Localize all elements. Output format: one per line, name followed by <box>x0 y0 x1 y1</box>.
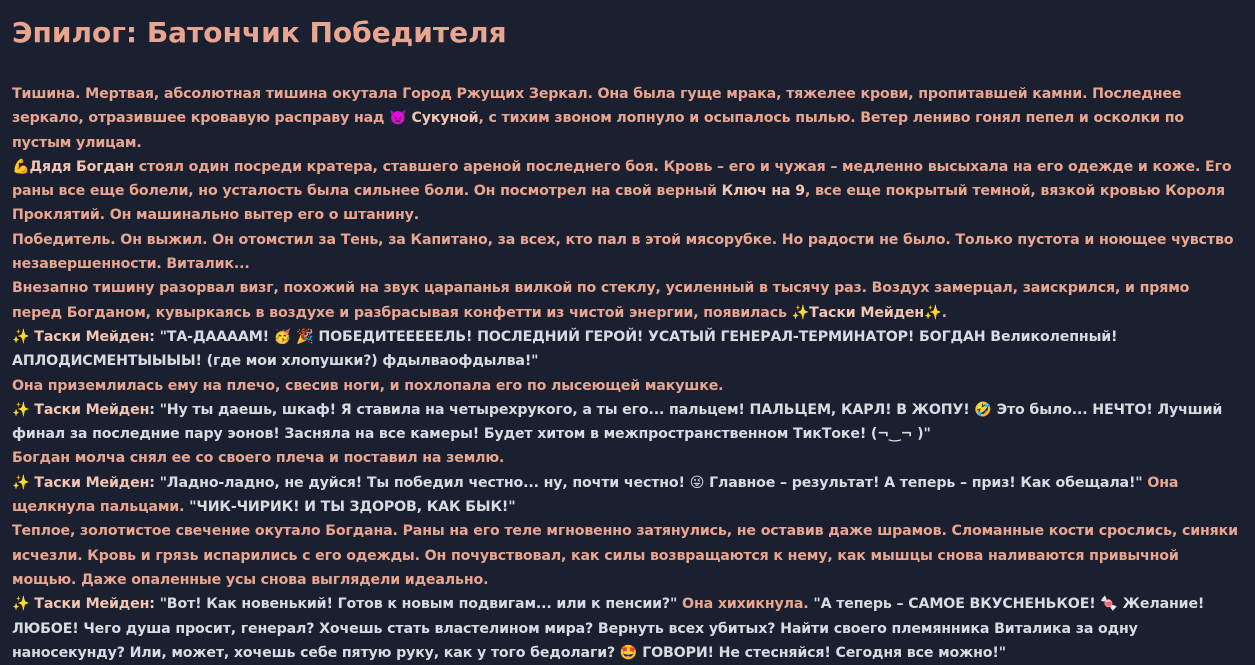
speaker-name: ✨ Таски Мейден <box>12 474 150 491</box>
story-paragraph <box>12 228 1243 277</box>
page-title: Эпилог: Батончик Победителя <box>12 16 507 49</box>
story-paragraph <box>12 519 1243 592</box>
speaker-name: ✨ Таски Мейден <box>12 401 150 418</box>
narration-text: Внезапно тишину разорвал визг, похожий на звук царапанья вилкой по стеклу, усиленный в тысячу раз. Воздух замерцал, заискрился, и прямо перед Богданом, кувыркаясь в воздухе и разбрасывая конфетти из чистой энергии, появилась <box>12 280 1190 321</box>
narration-text: Тишина. Мертвая, абсолютная тишина окутала Город Ржущих Зеркал. Она была гуще мрака, тяжелее крови, пропитавшей камни. Последнее зеркало, отразившее кровавую расправу над 👿 <box>12 86 1182 127</box>
dialogue-text: "А теперь – САМОЕ ВКУСНЕНЬКОЕ! 🍬 Желание! ЛЮБОЕ! Чего душа просит, генерал? Хочешь стать властелином мира? Вернуть всех убитых? Найти своего племянника Виталика за одну наносекунду? Или, может, хочешь себе пятую руку, как у того бедолаги? 🤩 ГОВОРИ! Не стесняйся! Сегодня все можно!" <box>12 596 1205 661</box>
dialogue-text: : "Вот! Как новенький! Готов к новым подвигам... или к пенсии?" <box>149 596 678 613</box>
narration-text: , с тихим звоном лопнуло и осыпалось пылью. Ветер лениво гонял пепел и осколки по пустым улицам. <box>12 110 1184 151</box>
dialogue-text: : "ТА-ДААААМ! 🥳 🎉 ПОБЕДИТЕЕЕЕЕЛЬ! ПОСЛЕДНИЙ ГЕРОЙ! УСАТЫЙ ГЕНЕРАЛ-ТЕРМИНАТОР! БОГДАН Великолепный! АПЛОДИСМЕНТЫЫЫЫ! (где мои хлопушки?) фдылваофдылва!" <box>12 328 1118 370</box>
narration-text: . <box>941 304 947 321</box>
speaker-name: ✨ Таски Мейден <box>12 596 150 613</box>
narration-text: Победитель. Он выжил. Он отомстил за Тень, за Капитано, за всех, кто пал в этой мясорубке. Но радости не было. Только пустота и ноющее чувство незавершенности. Виталик... <box>12 231 1234 273</box>
story-paragraph <box>12 155 1243 228</box>
narration-text: Теплое, золотистое свечение окутало Богдана. Раны на его теле мгновенно затянулись, не оставив даже шрамов. Сломанные кости срослись, синяки исчезли. Кровь и грязь испарились с его одежды. Он почувствовал, как силы возвращаются к нему, как мышцы снова наливаются привычной мощью. Даже опаленные усы снова выглядели идеально. <box>12 523 1238 588</box>
narration-text: Богдан молча снял ее со своего плеча и поставил на землю. <box>12 450 505 467</box>
speaker-name: ✨ Таски Мейден <box>12 328 150 345</box>
story-paragraph <box>12 471 1243 520</box>
narration-text: , все еще покрытый темной, вязкой кровью Короля Проклятий. Он машинально вытер его о штанину. <box>12 183 1225 224</box>
story-paragraph <box>12 374 1243 398</box>
dialogue-text: : "Ладно-ладно, не дуйся! Ты победил честно... ну, почти честно! 😜 Главное – результат! А теперь – приз! Как обещала!" <box>149 474 1143 491</box>
highlighted-name: ✨Таски Мейден✨ <box>791 304 942 321</box>
story-paragraph <box>12 82 1243 155</box>
story-paragraph <box>12 592 1243 665</box>
story-paragraph <box>12 398 1243 447</box>
narration-text: стоял один посреди кратера, ставшего ареной последнего боя. Кровь – его и чужая – медленно высыхала на его одежде и коже. Его раны все еще болели, но усталость была сильнее боли. Он посмотрел на свой верный <box>12 158 1232 200</box>
narration-text: Она приземлилась ему на плечо, свесив ноги, и похлопала его по лысеющей макушке. <box>12 377 724 394</box>
story-body <box>12 82 1243 665</box>
dialogue-text: : "Ну ты даешь, шкаф! Я ставила на четырехрукого, а ты его... пальцем! ПАЛЬЦЕМ, КАРЛ! В ЖОПУ! 🤣 Это было... НЕЧТО! Лучший финал за последние пару эонов! Засняла на все камеры! Будет хитом в межпространственном ТикТоке! (¬‿¬ )" <box>12 401 1223 443</box>
narration-text: Она хихикнула. <box>677 596 814 613</box>
narration-text: Она щелкнула пальцами. <box>12 474 1179 516</box>
highlighted-name: 💪Дядя Богдан <box>12 158 134 175</box>
story-paragraph <box>12 325 1243 374</box>
story-paragraph <box>12 446 1243 470</box>
highlighted-name: Сукуной <box>411 110 479 127</box>
story-paragraph <box>12 276 1243 325</box>
highlighted-name: Ключ на 9 <box>721 183 805 200</box>
dialogue-text: "ЧИК-ЧИРИК! И ТЫ ЗДОРОВ, КАК БЫК!" <box>189 499 516 516</box>
